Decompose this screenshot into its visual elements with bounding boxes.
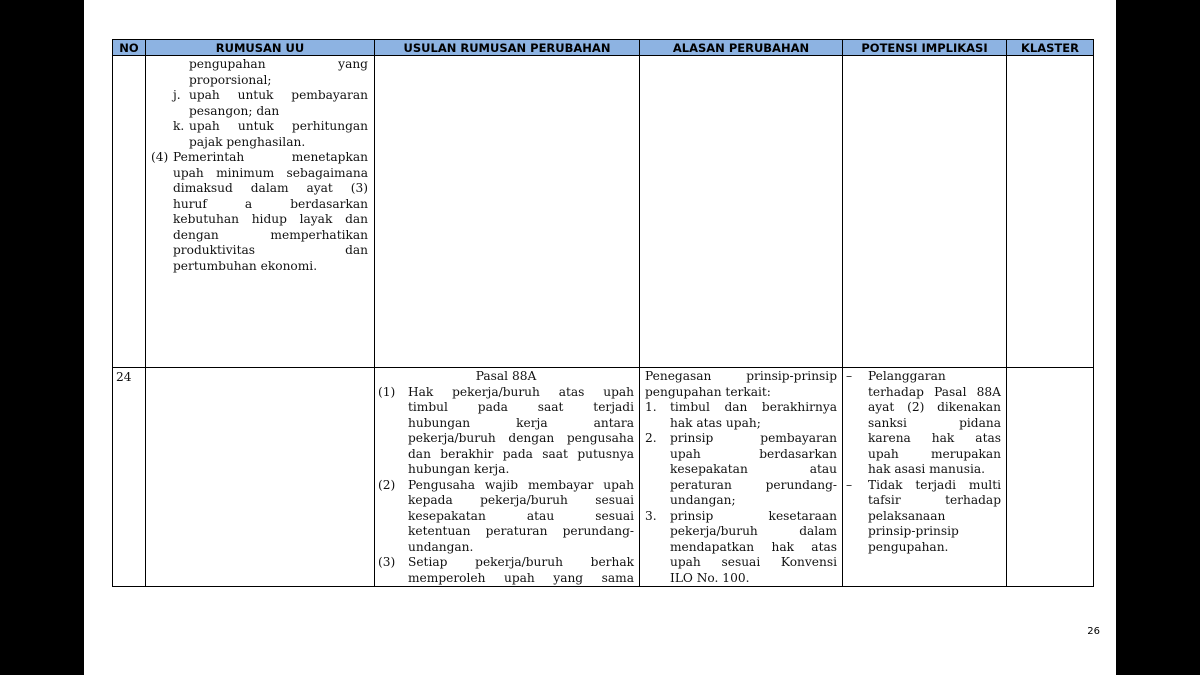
page-number: 26 [1087,626,1100,637]
list-item: j. upah untuk pembayaran pesangon; dan [173,88,368,118]
header-klaster: KLASTER [1007,40,1094,56]
text-line: proporsional; [189,72,272,87]
cell-klaster [1007,368,1094,587]
list-item: (4) Pemerintah menetapkan upah minimum sebagaimana dimaksud dalam ayat (3) huruf a berdasarkan kebutuhan hidup layak dan dengan memperhatikan produktivitas dan pertumbuhan ekonomi. [151,150,368,273]
cell-no: 24 [113,368,146,587]
cell-implikasi [843,368,1007,587]
cell-usulan [375,56,640,368]
cell-alasan: Penegasan prinsip-prinsip pengupahan terkait: 1. timbul dan berakhirnya hak atas upah; 2. prinsip pembayaran upah berdasarkan kesepakatan atau peraturan perundang- undangan; 3. prinsip kesetaraan pekerja/buruh dalam mendapatkan hak atas upah sesuai Konvensi ILO No. 100. [640,368,843,587]
list-item: (2) Pengusaha wajib membayar upah kepada pekerja/buruh sesuai kesepakatan atau sesuai ketentuan peraturan perundang- undangan. [378,477,634,554]
document-page [84,0,1116,675]
list-item: – Pelanggaran terhadap Pasal 88A ayat (2) dikenakan sanksi pidana karena hak atas upah merupakan hak asasi manusia. [846,369,1001,476]
header-potensi-implikasi: POTENSI IMPLIKASI [843,40,1007,56]
cell-implikasi [843,56,1007,368]
pasal-title: Pasal 88A [475,369,537,383]
table-row [113,368,1094,587]
list-item: (3) Setiap pekerja/buruh berhak memperoleh upah yang sama [378,555,634,585]
list-item: 2. prinsip pembayaran upah berdasarkan kesepakatan atau peraturan perundang- undangan; [645,431,837,507]
text-line: pengupahan yang [189,57,368,71]
header-rumusan-uu: RUMUSAN UU [146,40,375,56]
header-no: NO [113,40,146,56]
list-item: k. upah untuk perhitungan pajak penghasilan. [173,119,368,149]
list-item: – Tidak terjadi multi tafsir terhadap pelaksanaan prinsip-prinsip pengupahan. [846,477,1001,554]
list-item: 1. timbul dan berakhirnya hak atas upah; [645,400,837,430]
cell-klaster [1007,56,1094,368]
list-item: (1) Hak pekerja/buruh atas upah timbul pada saat terjadi hubungan kerja antara pekerja/buruh dengan pengusaha dan berakhir pada saat putusnya hubungan kerja. [378,384,634,476]
header-alasan-perubahan: ALASAN PERUBAHAN [640,40,843,56]
table-header-row [113,40,1094,56]
table-row [113,56,1094,368]
cell-rumusan-uu [146,56,375,368]
cell-usulan [375,368,640,587]
list-item: 3. prinsip kesetaraan pekerja/buruh dalam mendapatkan hak atas upah sesuai Konvensi ILO No. 100. [645,508,837,585]
cell-alasan [640,56,843,368]
comparison-table [112,39,1094,587]
header-usulan-rumusan: USULAN RUMUSAN PERUBAHAN [375,40,640,56]
cell-rumusan-uu [146,368,375,587]
cell-no [113,56,146,368]
